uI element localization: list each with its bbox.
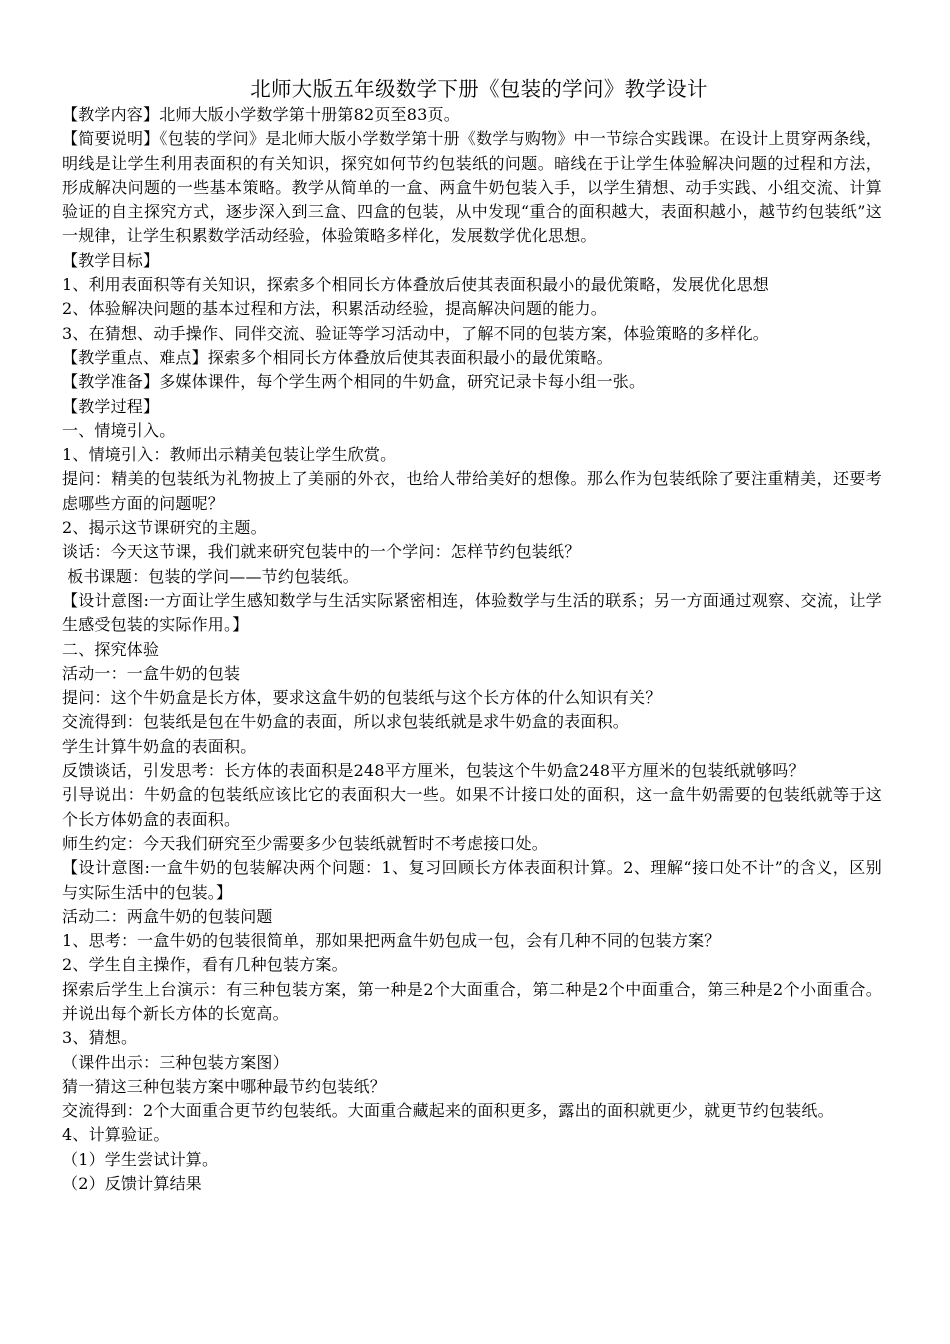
- paragraph-feedback-1: 反馈谈话，引发思考：长方体的表面积是248平方厘米，包装这个牛奶盒248平方厘米的包装纸就够吗？: [62, 761, 805, 781]
- paragraph-key-points: 【教学重点、难点】探索多个相同长方体叠放后使其表面积最小的最优策略。: [62, 347, 613, 367]
- goal-item-1: 1、利用表面积等有关知识，探索多个相同长方体叠放后使其表面积最小的最优策略，发展优化思想: [62, 275, 769, 295]
- heading-teaching-goals: 【教学目标】: [62, 250, 160, 270]
- heading-activity-2: 活动二：两盒牛奶的包装问题: [62, 906, 273, 926]
- paragraph-board-title: 板书课题：包装的学问——节约包装纸。: [62, 566, 359, 586]
- document-title: 北师大版五年级数学下册《包装的学问》教学设计: [250, 77, 708, 101]
- paragraph-verify-heading: 4、计算验证。: [62, 1125, 170, 1145]
- paragraph-exchange-2: 交流得到：2个大面重合更节约包装纸。大面重合藏起来的面积更多，露出的面积就更少，就更节约包装纸。: [62, 1101, 834, 1121]
- paragraph-demo: 探索后学生上台演示：有三种包装方案，第一种是2个大面重合，第二种是2个中面重合，第三种是2个小面重合。并说出每个新长方体的长宽高。: [62, 979, 882, 1023]
- goal-item-2: 2、体验解决问题的基本过程和方法，积累活动经验，提高解决问题的能力。: [62, 299, 607, 319]
- paragraph-exchange-1: 交流得到：包装纸是包在牛奶盒的表面，所以求包装纸就是求牛奶盒的表面积。: [62, 712, 630, 732]
- paragraph-verify-1: （1）学生尝试计算。: [62, 1149, 219, 1169]
- paragraph-question-1: 提问：精美的包装纸为礼物披上了美丽的外衣，也给人带给美好的想像。那么作为包装纸除了要注重精美，还要考虑哪些方面的问题呢？: [62, 469, 882, 513]
- paragraph-student-calc: 学生计算牛奶盒的表面积。: [62, 736, 257, 756]
- paragraph-intro-2: 2、揭示这节课研究的主题。: [62, 518, 267, 538]
- paragraph-design-intent-1: 【设计意图:一方面让学生感知数学与生活实际紧密相连，体验数学与生活的联系；另一方面通过观察、交流，让学生感受包装的实际作用。】: [62, 590, 882, 635]
- document-body: [62, 103, 882, 1196]
- document-page: [62, 76, 882, 1196]
- paragraph-guess: 猜一猜这三种包装方案中哪种最节约包装纸？: [62, 1076, 387, 1096]
- paragraph-teaching-content: 【教学内容】北师大版小学数学第十册第82页至83页。: [62, 105, 460, 124]
- heading-activity-1: 活动一：一盒牛奶的包装: [62, 663, 241, 683]
- paragraph-design-intent-2: 【设计意图:一盒牛奶的包装解决两个问题：1、复习回顾长方体表面积计算。2、理解“接口处不计”的含义，区别与实际生活中的包装。】: [62, 858, 882, 902]
- section-heading-intro: 一、情境引入。: [62, 420, 176, 440]
- paragraph-verify-2: （2）反馈计算结果: [62, 1174, 202, 1194]
- section-heading-explore: 二、探究体验: [62, 639, 160, 659]
- paragraph-think: 1、思考：一盒牛奶的包装很简单，那如果把两盒牛奶包成一包，会有几种不同的包装方案？: [62, 931, 721, 951]
- paragraph-question-2: 提问：这个牛奶盒是长方体，要求这盒牛奶的包装纸与这个长方体的什么知识有关？: [62, 688, 662, 708]
- paragraph-guide: 引导说出：牛奶盒的包装纸应该比它的表面积大一些。如果不计接口处的面积，这一盒牛奶需要的包装纸就等于这个长方体奶盒的表面积。: [62, 785, 882, 829]
- goal-item-3: 3、在猜想、动手操作、同伴交流、验证等学习活动中，了解不同的包装方案，体验策略的多样化。: [62, 323, 769, 343]
- paragraph-brief-description: 【简要说明】《包装的学问》是北师大版小学数学第十册《数学与购物》中一节综合实践课。在设计上贯穿两条线，明线是让学生利用表面积的有关知识，探究如何节约包装纸的问题。暗线在于让学生体验解决问题的过程和方法，形成解决问题的一些基本策略。教学从简单的一盒、两盒牛奶包装入手，以学生猜想、动手实践、小组交流、计算验证的自主探究方式，逐步深入到三盒、四盒的包装，从中发现“重合的面积越大，表面积越小，越节约包装纸”这一规律，让学生积累数学活动经验，体验策略多样化，发展数学优化思想。: [62, 129, 882, 246]
- paragraph-talk: 谈话：今天这节课，我们就来研究包装中的一个学问：怎样节约包装纸？: [62, 542, 581, 562]
- paragraph-guess-heading: 3、猜想。: [62, 1028, 138, 1048]
- paragraph-preparation: 【教学准备】多媒体课件，每个学生两个相同的牛奶盒，研究记录卡每小组一张。: [62, 372, 646, 392]
- paragraph-courseware: （课件出示：三种包装方案图）: [62, 1052, 289, 1072]
- paragraph-self-operate: 2、学生自主操作，看有几种包装方案。: [62, 955, 348, 975]
- paragraph-intro-1: 1、情境引入：教师出示精美包装让学生欣赏。: [62, 445, 397, 465]
- paragraph-agreement: 师生约定：今天我们研究至少需要多少包装纸就暂时不考虑接口处。: [62, 833, 549, 853]
- heading-teaching-process: 【教学过程】: [62, 396, 160, 416]
